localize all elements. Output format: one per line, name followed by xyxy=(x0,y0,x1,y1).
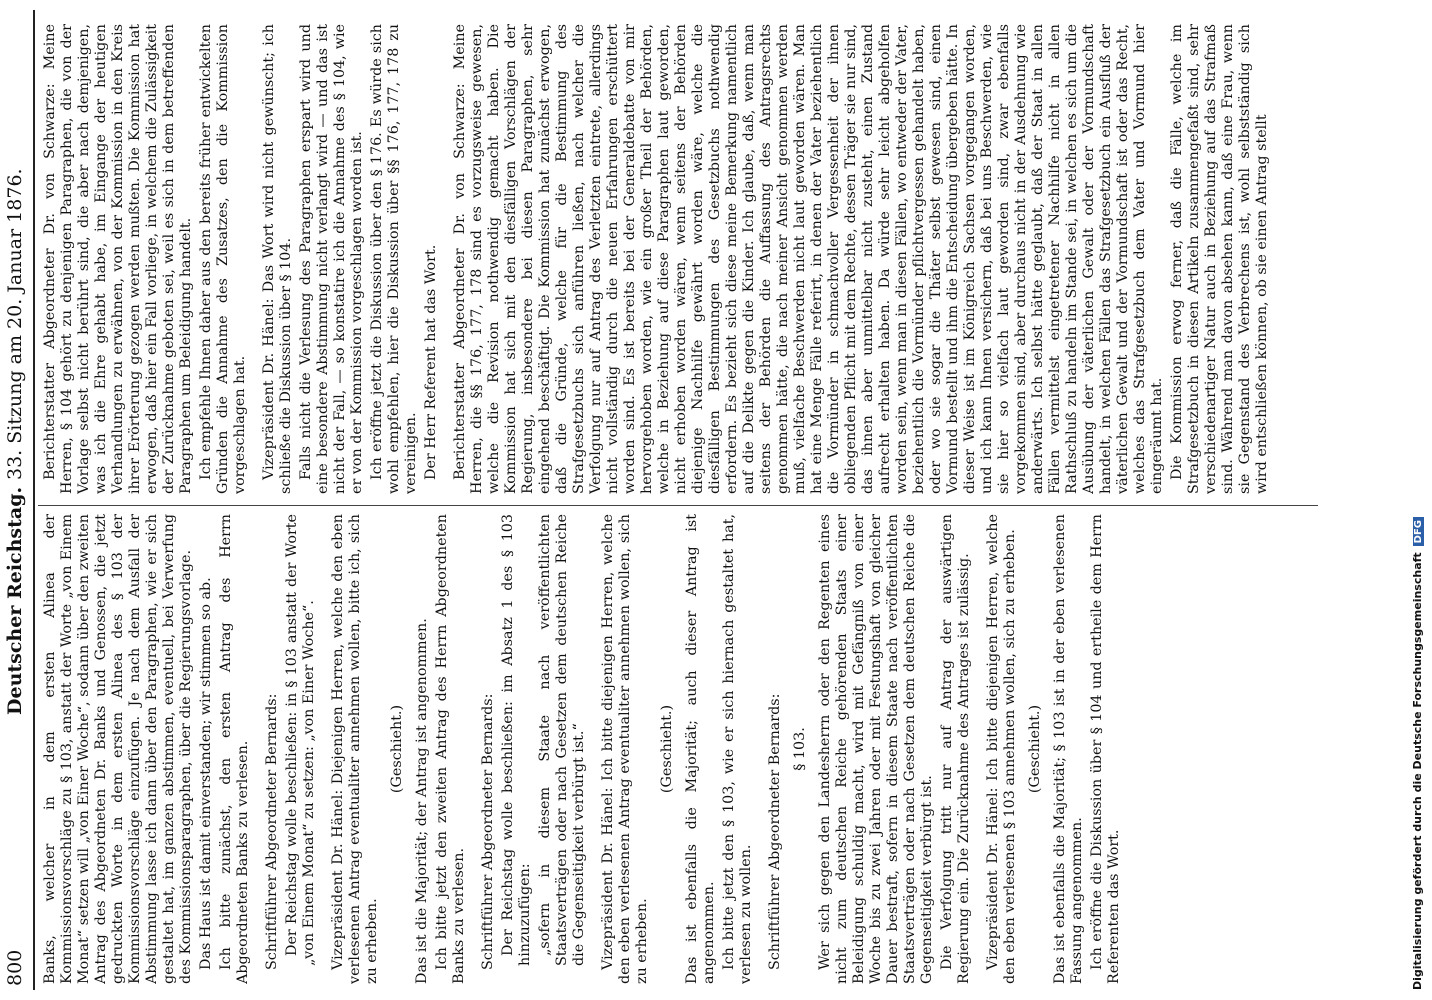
speaker-line: Schriftführer Abgeordneter Bernards: xyxy=(264,693,280,970)
paragraph: Berichterstatter Abgeordneter Dr. von Schwarze: Meine Herren, die §§ 176, 177, 178 sind es vorzugsweise gewesen, welche die Revision nothwendig gemacht haben. Die Kommission hat sich mit den diesfälligen Vorschlägen der Regierung, insbesondere bei diesen Paragraphen, sehr eingehend beschäftigt. Die Kommission hat zunächst erwogen, daß die Gründe, welche für die Bestimmung des Strafgesetzbuchs sich anführen ließen, nach welcher die Verfolgung nur auf Antrag des Verletzten eintrete, allerdings nicht vollständig durch die neuen Erfahrungen erschüttert worden sind. Es ist bereits bei der Generaldebatte von mir hervorgehoben worden, wie ein großer Theil der Behörden, welche in Beziehung auf diese Paragraphen laut geworden, nicht erhoben worden wären, wenn seitens der Behörden diejenige Nachhilfe gewährt worden wäre, welche die diesfälligen Bestimmungen des Gesetzbuchs nothwendig erfordern. Es bezieht sich diese meine Bemerkung namentlich auf die Delikte gegen die Kinder. Ich glaube, daß, wenn man seitens der Behörden die Auffassung des Antragsrechts genommen hätte, die nach meiner Ansicht genommen werden muß, vielfache Beschwerden nicht laut geworden wären. Man hat eine Menge Fälle referirt, in denen der Vater beziehentlich die Vormünder in schmachvoller Vergessenheit der ihnen obliegenden Pflicht mit dem Rechte, dessen Träger sie nur sind, das ihnen aber unmittelbar nicht zusteht, einen Zustand aufrecht erhalten haben. Da würde sehr leicht abgeholfen worden sein, wenn man in diesen Fällen, wo entweder der Vater, beziehentlich die Vormünder pflichtvergessen gehandelt haben, oder wo sie sogar die Thäter selbst gewesen sind, einen Vormund bestellt und ihm die Entscheidung übergeben hätte. In dieser Weise ist im Königreich Sachsen vorgegangen worden, und ich kann Ihnen versichern, daß bei uns Beschwerden, wie sie hier so vielfach laut geworden sind, zwar ebenfalls vorgekommen sind, aber durchaus nicht in der Ausdehnung wie anderwärts. Ich selbst hätte geglaubt, daß der Staat in allen Fällen vermittelst eingetretener Nachhilfe nicht in allen Rathschluß zu handeln im Stande sei, in welchen es sich um die Ausübung der väterlichen Gewalt oder der Vormundschaft handelt, in welchen Fällen das Strafgesetzbuch ein Ausfluß der väterlichen Gewalt und der Vormundschaft ist oder das Recht, welches das Strafgesetzbuch dem Vater und Vormund hier eingeräumt hat. xyxy=(452,24,1165,494)
paragraph: Der Herr Referent hat das Wort. xyxy=(423,244,439,480)
publication-title: Deutscher Reichstag. xyxy=(4,486,26,715)
quotation: „sofern in diesem Staate nach veröffentlichten Staatsverträgen oder nach Gesetzen dem deutschen Reiche die Gegenseitigkeit verbürgt ist.“ xyxy=(537,514,587,966)
column-divider xyxy=(38,505,1318,506)
left-column xyxy=(42,514,1322,984)
page-header xyxy=(0,0,32,1000)
paragraph: Die Verfolgung tritt nur auf Antrag der auswärtigen Regierung ein. Die Zurücknahme des Antrages ist zulässig. xyxy=(939,514,972,984)
paragraph: Ich bitte jetzt den zweiten Antrag des Herrn Abgeordneten Banks zu verlesen. xyxy=(434,514,467,984)
paragraph: Ich bitte jetzt den § 103, wie er sich hiernach gestaltet hat, verlesen zu wollen. xyxy=(721,514,754,984)
paragraph: Das ist die Majorität; der Antrag ist angenommen. xyxy=(414,618,430,984)
stage-direction: (Geschieht.) xyxy=(389,704,405,794)
stage-direction: (Geschieht.) xyxy=(1027,704,1043,794)
paragraph: Das ist ebenfalls die Majorität; § 103 ist in der eben verlesenen Fassung angenommen. xyxy=(1052,514,1085,984)
paragraph: Vizepräsident Dr. Hänel: Ich bitte diejenigen Herren, welche den eben verlesenen § 103 annehmen wollen, sich zu erheben. xyxy=(985,514,1018,984)
paragraph: Ich empfehle Ihnen daher aus den bereits früher entwickelten Gründen die Annahme des Zusatzes, den die Kommission vorgeschlagen hat. xyxy=(198,24,248,494)
paragraph: Ich eröffne jetzt die Diskussion über den § 176. Es würde sich wohl empfehlen, hier die Diskussion über §§ 176, 177, 178 zu vereinigen. xyxy=(369,24,419,494)
paragraph: Banks, welcher in dem ersten Alinea der Kommissionsvorschläge zu § 103, anstatt der Worte „von Einem Monat“ setzen will „von Einer Woche“, sodann über den zweiten Antrag des Abgeordneten Dr. Banks und Genossen, die jetzt gedruckten Worte in dem ersten Alinea des § 103 der Kommissionsvorschläge einzufügen. Je nach dem Ausfall der Abstimmung lasse ich dann über den Paragraphen, wie er sich gestaltet hat, im ganzen abstimmen, eventuell, bei Verwerfung des Kommissionsparagraphen, über die Regierungsvorlage. xyxy=(42,514,194,984)
stage-direction: (Geschieht.) xyxy=(659,704,675,794)
session-info: 33. Sitzung am 20. Januar 1876. xyxy=(4,168,26,480)
paragraph: Die Kommission erwog ferner, daß die Fälle, welche im Strafgesetzbuch in diesen Artikeln zusammengefaßt sind, sehr verschiedenartiger Natur auch in Beziehung auf das Strafmaß sind. Während man davon absehen kann, daß eine Frau, wenn sie Gegenstand des Verbrechens ist, wohl selbstständig sich wird entschließen können, ob sie einen Antrag stellt xyxy=(1169,24,1270,494)
paragraph: Wer sich gegen den Landesherrn oder den Regenten eines nicht zum deutschen Reiche gehörenden Staats einer Beleidigung schuldig macht, wird mit Gefängniß von einer Woche bis zu zwei Jahren oder mit Festungshaft von gleicher Dauer bestraft, sofern in diesem Staate nach veröffentlichten Staatsverträgen oder nach Gesetzen dem deutschen Reiche die Gegenseitigkeit verbürgt ist. xyxy=(817,514,935,984)
paragraph: Der Reichstag wolle beschließen: im Absatz 1 des § 103 hinzuzufügen: xyxy=(500,514,533,966)
speaker-line: Schriftführer Abgeordneter Bernards: xyxy=(480,693,496,970)
paragraph: Der Reichstag wolle beschließen: in § 103 anstatt der Worte „von Einem Monat“ zu setzen: „von Einer Woche“. xyxy=(284,514,317,966)
paragraph: Vizepräsident Dr. Hänel: Ich bitte diejenigen Herren, welche den eben verlesenen Antrag eventualiter annehmen wollen, sich zu erheben. xyxy=(600,514,650,984)
paragraph: Ich bitte zunächst, den ersten Antrag des Herrn Abgeordneten Banks zu verlesen. xyxy=(218,514,251,984)
right-column xyxy=(42,24,1322,494)
speaker-line: Schriftführer Abgeordneter Bernards: xyxy=(767,693,783,970)
paragraph: Berichterstatter Abgeordneter Dr. von Schwarze: Meine Herren, § 104 gehört zu denjenigen Paragraphen, die von der Vorlage selbst nicht berührt sind, die aber nach demjenigen, was ich die Ehre gehabt habe, im Eingange der heutigen Verhandlungen zu erwähnen, von der Kommission in den Kreis ihrer Erörterung gezogen werden mußten. Die Kommission hat erwogen, daß hier ein Fall vorliege, in welchem die Zulässigkeit der Zurücknahme geboten sei, weil es sich in dem betreffenden Paragraphen um Beleidigung handelt. xyxy=(42,24,194,494)
paragraph: Das Haus ist damit einverstanden; wir stimmen so ab. xyxy=(198,577,214,970)
credit-text: Digitalisierung gefördert durch die Deutsche Forschungsgemeinschaft xyxy=(1411,552,1424,990)
paragraph: Ich eröffne die Diskussion über § 104 und ertheile dem Herrn Referenten das Wort. xyxy=(1089,514,1122,984)
paragraph: Vizepräsident Dr. Hänel: Das Wort wird nicht gewünscht; ich schließe die Diskussion über § 104. xyxy=(261,24,294,494)
paragraph: Vizepräsident Dr. Hänel: Diejenigen Herren, welche den eben verlesenen Antrag eventualiter annehmen wollen, bitte ich, sich zu erheben. xyxy=(330,514,380,984)
page-number: 800 xyxy=(4,949,26,986)
section-heading: § 103. xyxy=(792,727,808,771)
paragraph: Falls nicht die Verlesung des Paragraphen erspart wird und eine besondere Abstimmung nicht verlangt wird — und das ist nicht der Fall, — so konstatire ich die Annahme des § 104, wie er von der Kommission vorgeschlagen worden ist. xyxy=(298,24,365,494)
digitization-credit xyxy=(1408,30,1430,990)
paragraph: Das ist ebenfalls die Majorität; auch dieser Antrag ist angenommen. xyxy=(684,514,717,984)
header-rule xyxy=(33,10,35,990)
dfg-logo: DFG xyxy=(1413,517,1424,546)
